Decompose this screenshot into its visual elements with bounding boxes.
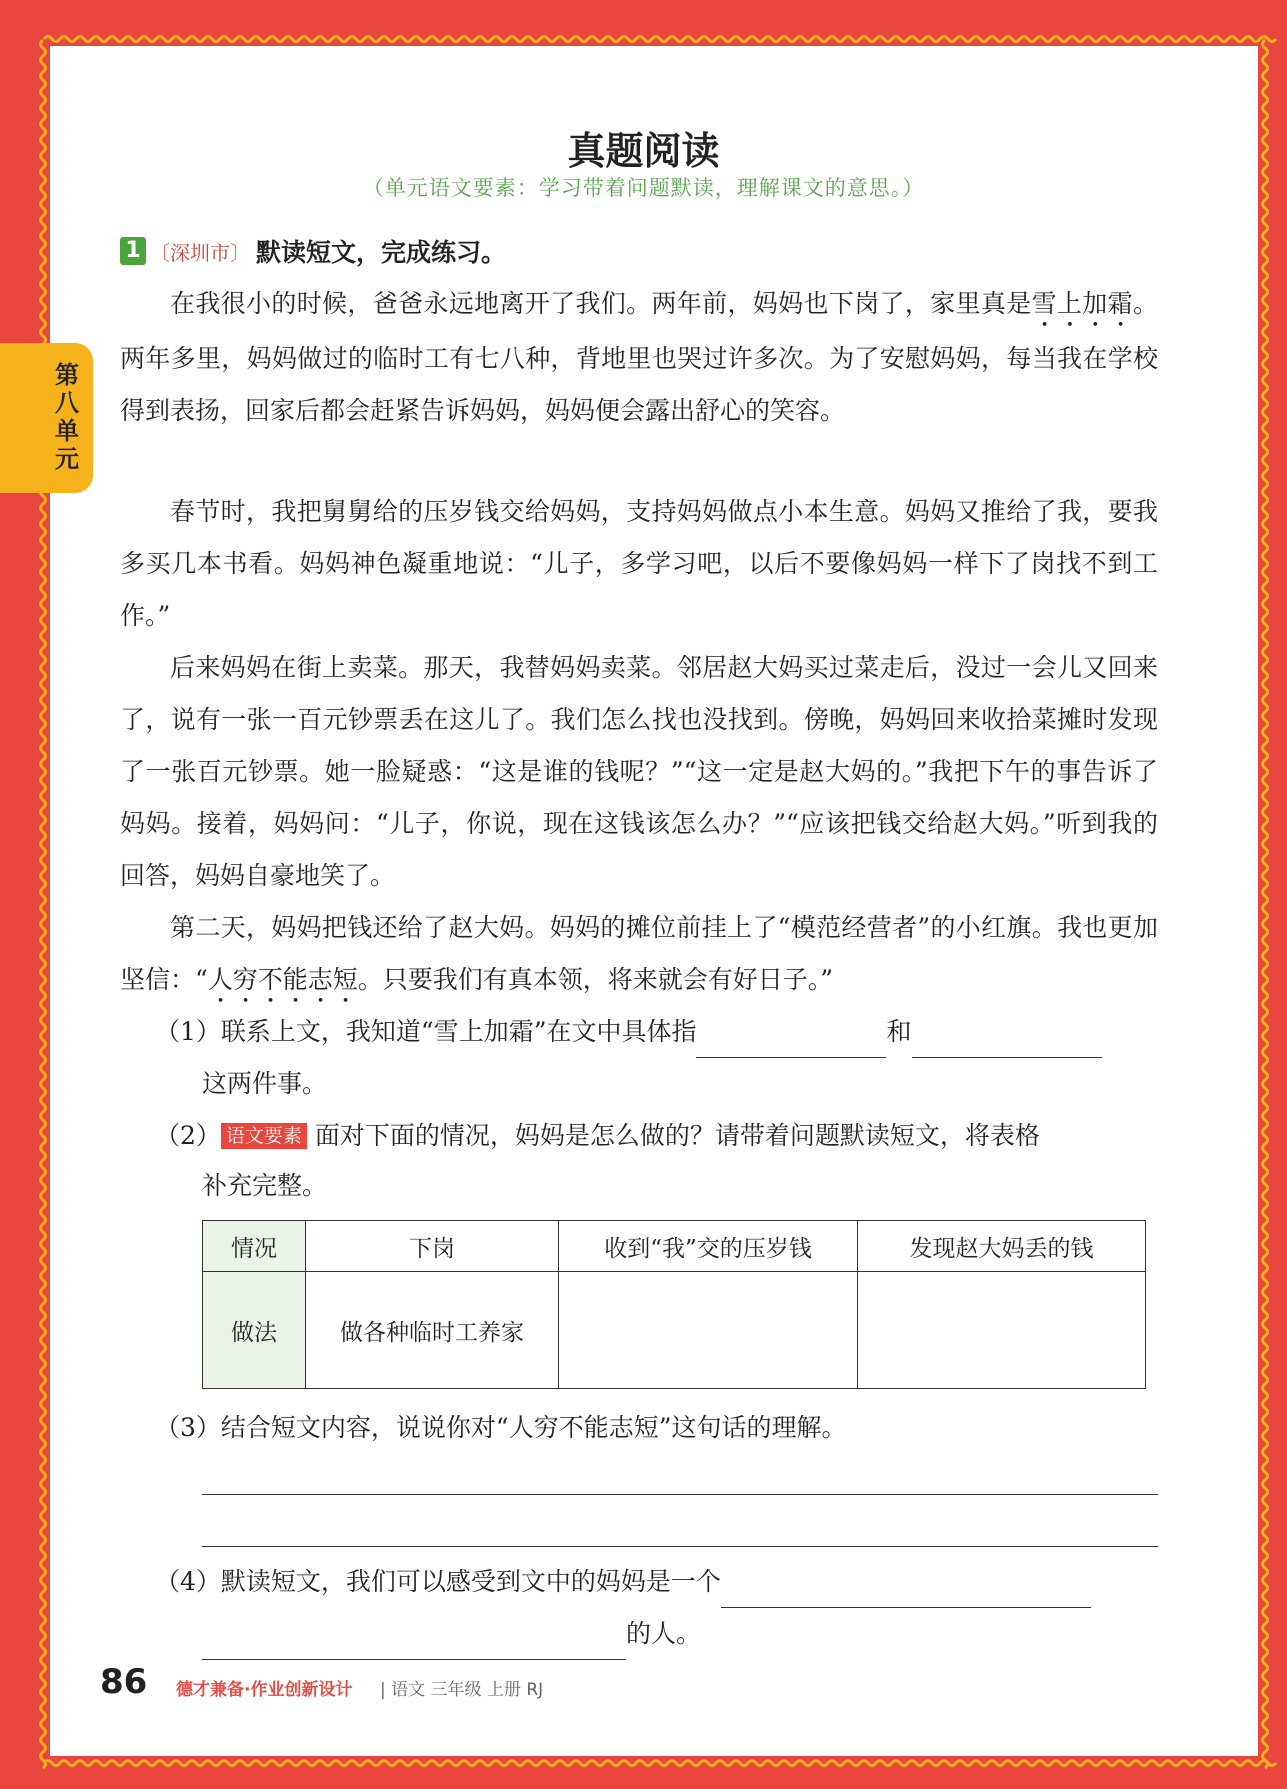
item-3-answer-line-2[interactable] [202, 1546, 1158, 1547]
p1-dotted-phrase: 雪上加霜 [1031, 289, 1133, 318]
item-1-blank-a[interactable] [696, 1023, 886, 1058]
p4-text-a: 第二天，妈妈把钱还给了赵大妈。妈妈的摊位前挂上了“模范经营者”的小红旗。我也更加坚信：“ [120, 913, 1158, 994]
table-header-cell: 收到“我”交的压岁钱 [559, 1221, 858, 1272]
item-2-line-1 [155, 1110, 1040, 1162]
footer-info: | 语文 三年级 上册 RJ [380, 1680, 544, 1700]
item-4-line-1 [155, 1556, 1091, 1608]
item-4-blank-a[interactable] [721, 1573, 1091, 1608]
p1-text-c: 。两年多里，妈妈做过的临时工有七八种，背地里也哭过许多次。为了安慰妈妈，每当我在学校得到表扬，回家后都会赶紧告诉妈妈，妈妈便会露出舒心的笑容。 [120, 289, 1158, 425]
item-4-line-2 [202, 1608, 701, 1660]
page-number: 86 [100, 1662, 148, 1702]
passage-paragraph-3: 后来妈妈在街上卖菜。那天，我替妈妈卖菜。邻居赵大妈买过菜走后，没过一会儿又回来了，说有一张一百元钞票丢在这儿了。我们怎么找也没找到。傍晚，妈妈回来收拾菜摊时发现了一张百元钞票。她一脸疑惑：“这是谁的钱呢？”“这一定是赵大妈的。”我把下午的事告诉了妈妈。接着，妈妈问：“儿子，你说，现在这钱该怎么办？”“应该把钱交给赵大妈。”听到我的回答，妈妈自豪地笑了。 [120, 653, 1158, 890]
table-row [203, 1221, 1146, 1272]
question-source: 〔深圳市〕 [150, 240, 250, 265]
passage-paragraph-1 [120, 278, 1158, 437]
item-1-and: 和 [886, 1017, 912, 1046]
page-subtitle: （单元语文要素：学习带着问题默读，理解课文的意思。） [362, 176, 925, 200]
passage-paragraph-4 [120, 902, 1158, 1009]
item-1-line-1 [155, 1006, 1102, 1058]
page-title: 真题阅读 [567, 129, 720, 173]
table-cell: 做各种临时工养家 [306, 1272, 559, 1389]
footer-brand: 德才兼备·作业创新设计 [176, 1680, 353, 1700]
item-4-end-text: 的人。 [626, 1619, 702, 1648]
footer-info-text: 语文 三年级 上册 RJ [391, 1680, 544, 1700]
item-2-number: （2） [155, 1121, 221, 1150]
item-3-answer-line-1[interactable] [202, 1494, 1158, 1495]
table-header-cell: 下岗 [306, 1221, 559, 1272]
question-header [120, 233, 506, 269]
item-2-line-2: 补充完整。 [202, 1171, 328, 1200]
item-1-blank-b[interactable] [912, 1023, 1102, 1058]
item-3-line: （3）结合短文内容，说说你对“人穷不能志短”这句话的理解。 [155, 1413, 847, 1442]
item-1-line-2: 这两件事。 [202, 1069, 328, 1098]
answer-table [202, 1220, 1146, 1389]
yuwen-yaosu-badge: 语文要素 [221, 1123, 307, 1149]
table-row [203, 1272, 1146, 1389]
p4-text-c: 。只要我们有真本领，将来就会有好日子。” [357, 965, 834, 994]
passage-paragraph-2: 春节时，我把舅舅给的压岁钱交给妈妈，支持妈妈做点小本生意。妈妈又推给了我，要我多买几本书看。妈妈神色凝重地说：“儿子，多学习吧，以后不要像妈妈一样下了岗找不到工作。” [120, 497, 1158, 630]
item-4-blank-b[interactable] [202, 1625, 626, 1660]
item-4-text: （4）默读短文，我们可以感受到文中的妈妈是一个 [155, 1567, 721, 1596]
question-instruction: 默读短文，完成练习。 [256, 238, 507, 267]
unit-side-tab-label: 第八单元 [55, 361, 79, 473]
table-header-cell: 情况 [203, 1221, 306, 1272]
p1-text-a: 在我很小的时候，爸爸永远地离开了我们。两年前，妈妈也下岗了，家里真是 [170, 289, 1032, 318]
table-answer-cell[interactable] [559, 1272, 858, 1389]
table-header-cell: 发现赵大妈丢的钱 [858, 1221, 1146, 1272]
unit-side-tab [0, 343, 93, 493]
p4-dotted-phrase: 人穷不能志短 [207, 965, 358, 994]
item-1-text: （1）联系上文，我知道“雪上加霜”在文中具体指 [155, 1017, 697, 1046]
table-row-label: 做法 [203, 1272, 306, 1389]
item-2-text: 面对下面的情况，妈妈是怎么做的？请带着问题默读短文，将表格 [314, 1121, 1040, 1150]
table-answer-cell[interactable] [858, 1272, 1146, 1389]
question-number: 1 [120, 237, 146, 265]
